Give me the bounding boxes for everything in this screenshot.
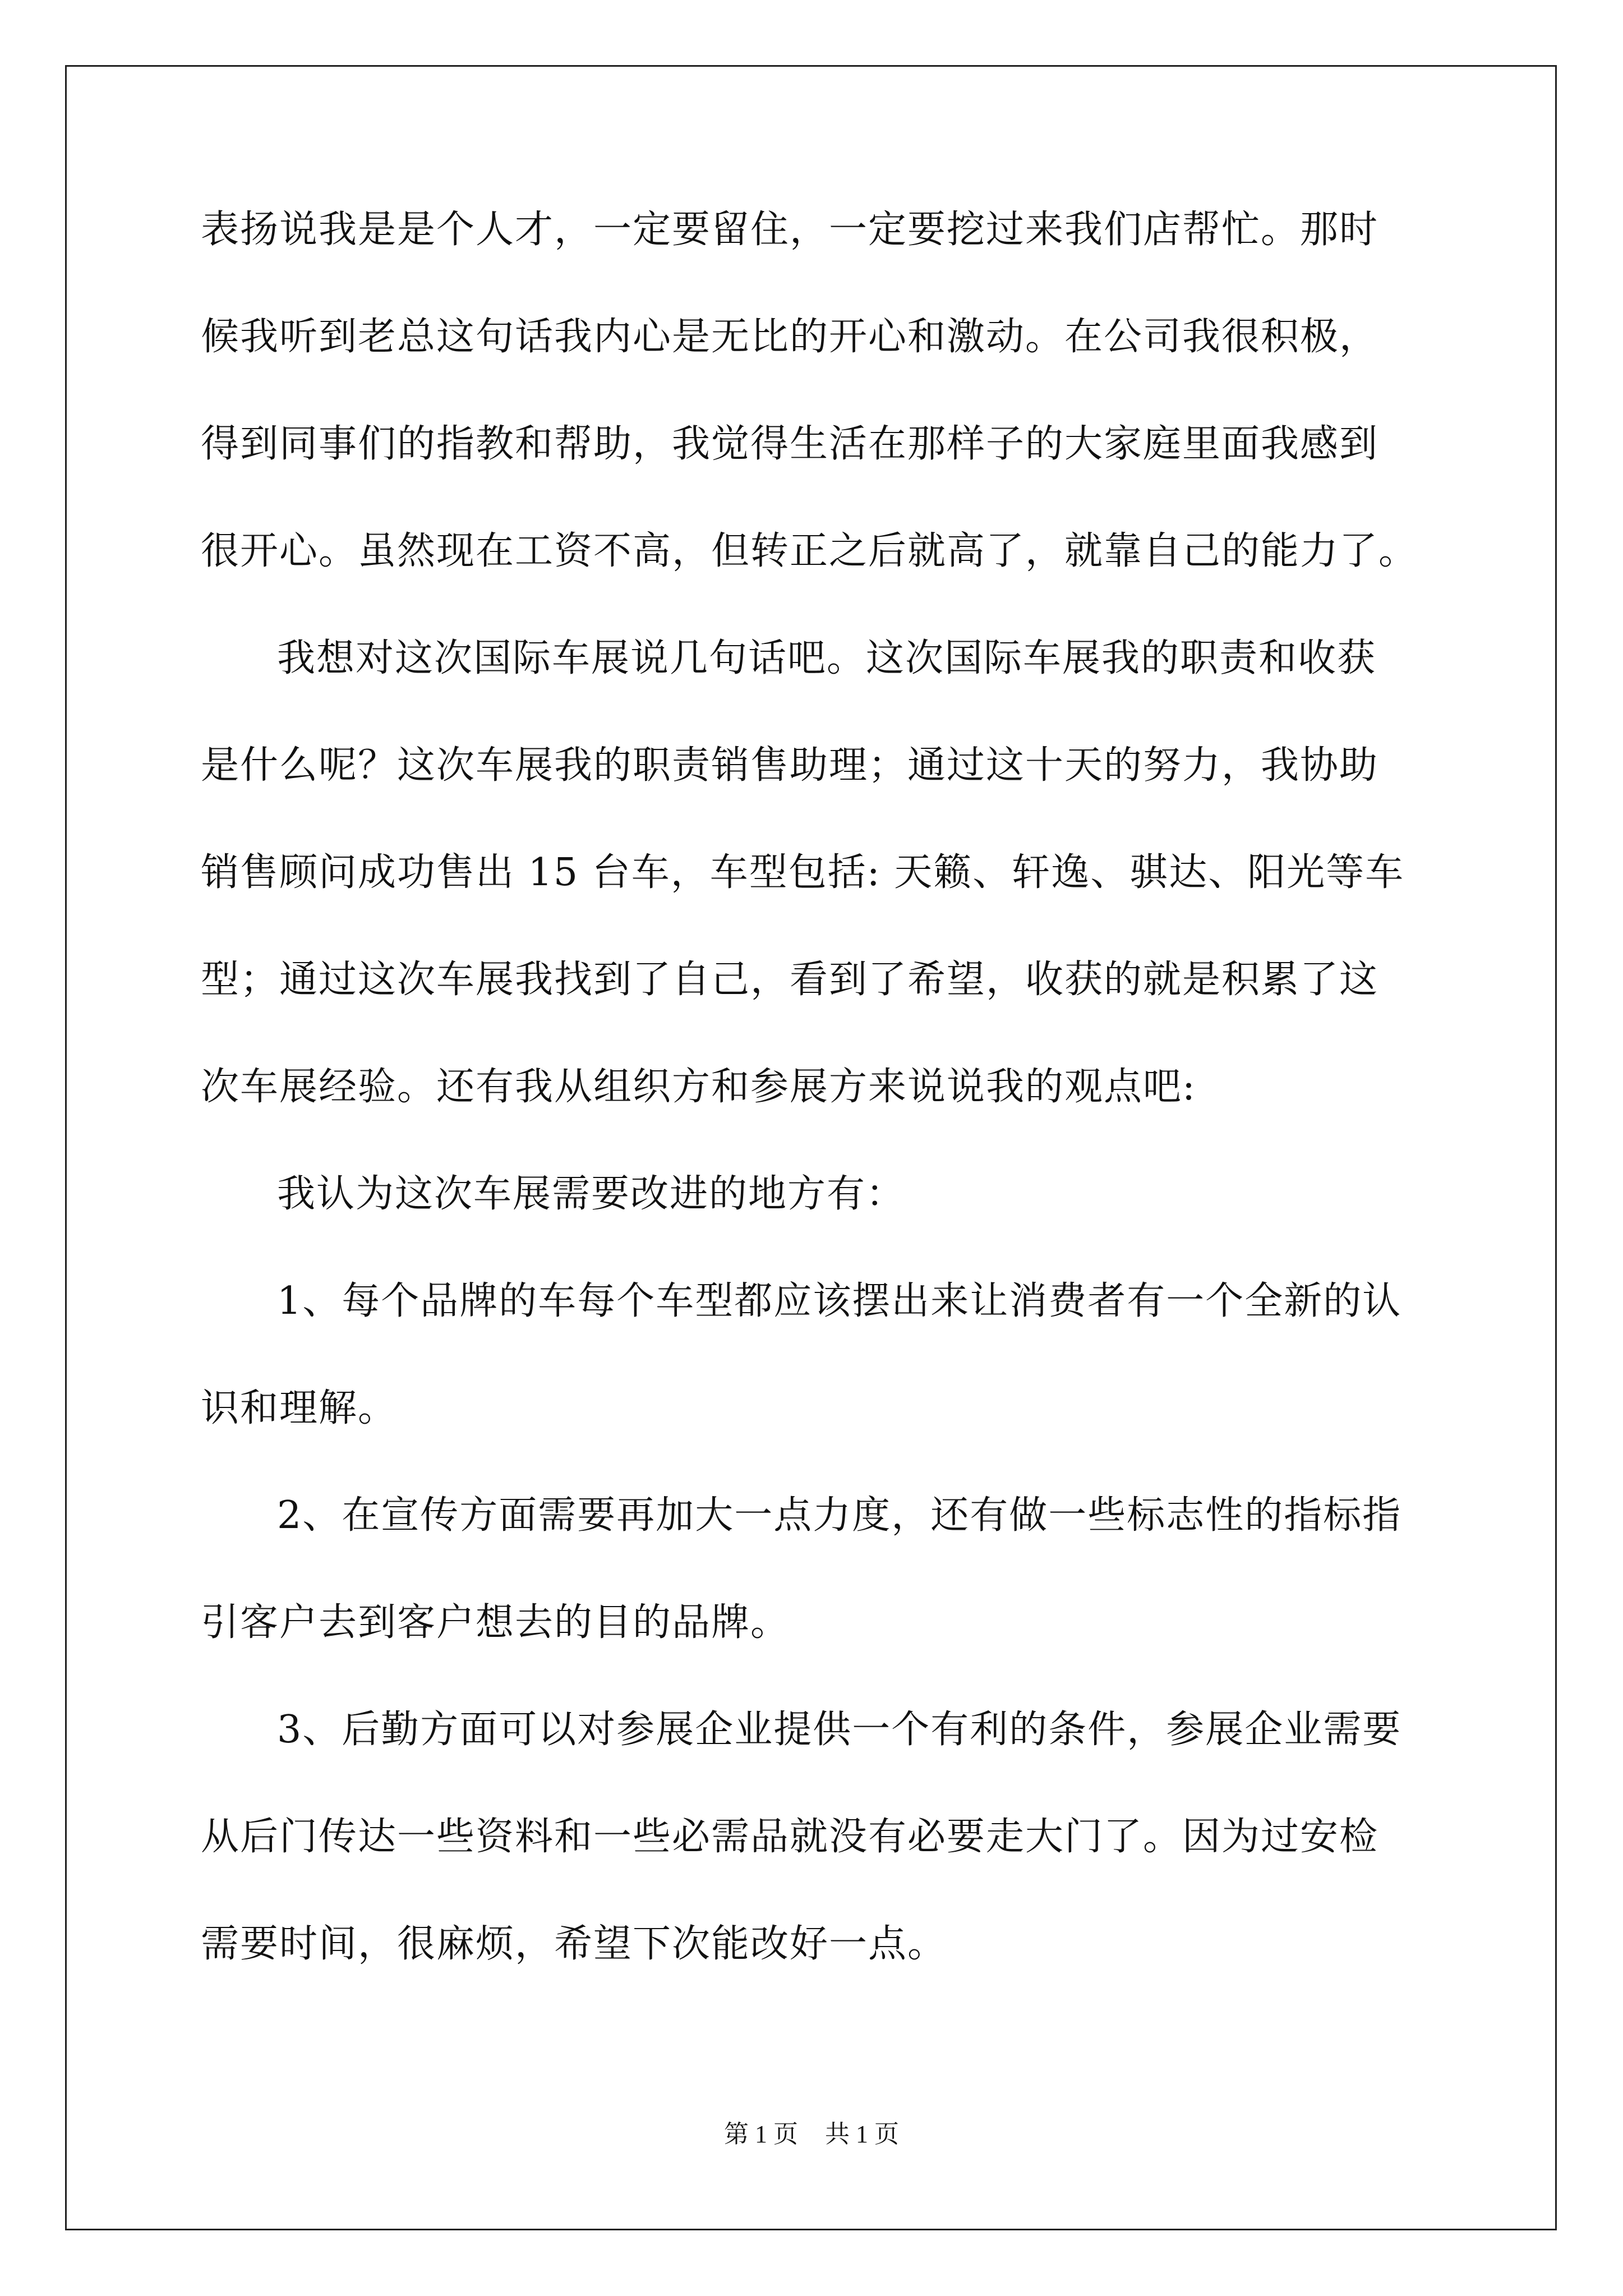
page-number: 第 1 页 bbox=[724, 2120, 798, 2148]
text-line: 型；通过这次车展我找到了自己，看到了希望，收获的就是积累了这 bbox=[201, 958, 1379, 1002]
page-total: 共 1 页 bbox=[825, 2120, 899, 2148]
text-line: 销售顾问成功售出 15 台车，车型包括: 天籁、轩逸、骐达、阳光等车 bbox=[201, 850, 1405, 895]
text-line: 是什么呢？这次车展我的职责销售助理；通过这十天的努力，我协助 bbox=[201, 743, 1379, 788]
text-line: 我想对这次国际车展说几句话吧。这次国际车展我的职责和收获 bbox=[277, 636, 1377, 680]
text-line: 很开心。虽然现在工资不高，但转正之后就高了，就靠自己的能力了。 bbox=[201, 529, 1418, 573]
text-line: 从后门传达一些资料和一些必需品就没有必要走大门了。因为过安检 bbox=[201, 1815, 1379, 1859]
text-line: 识和理解。 bbox=[201, 1386, 398, 1430]
page-footer bbox=[0, 2118, 1623, 2151]
text-line: 得到同事们的指教和帮助，我觉得生活在那样子的大家庭里面我感到 bbox=[201, 422, 1379, 466]
text-line: 我认为这次车展需要改进的地方有： bbox=[277, 1172, 906, 1216]
text-line: 候我听到老总这句话我内心是无比的开心和激动。在公司我很积极， bbox=[201, 315, 1379, 359]
text-line: 次车展经验。还有我从组织方和参展方来说说我的观点吧: bbox=[201, 1065, 1196, 1109]
document-body bbox=[201, 203, 1435, 2024]
text-line: 需要时间，很麻烦，希望下次能改好一点。 bbox=[201, 1922, 947, 1966]
text-line: 表扬说我是是个人才，一定要留住，一定要挖过来我们店帮忙。那时 bbox=[201, 208, 1379, 252]
text-line: 1、每个品牌的车每个车型都应该摆出来让消费者有一个全新的认 bbox=[277, 1279, 1402, 1323]
text-line: 3、后勤方面可以对参展企业提供一个有利的条件，参展企业需要 bbox=[277, 1708, 1402, 1752]
text-line: 引客户去到客户想去的目的品牌。 bbox=[201, 1600, 790, 1645]
text-line: 2、在宣传方面需要再加大一点力度，还有做一些标志性的指标指 bbox=[277, 1493, 1402, 1538]
